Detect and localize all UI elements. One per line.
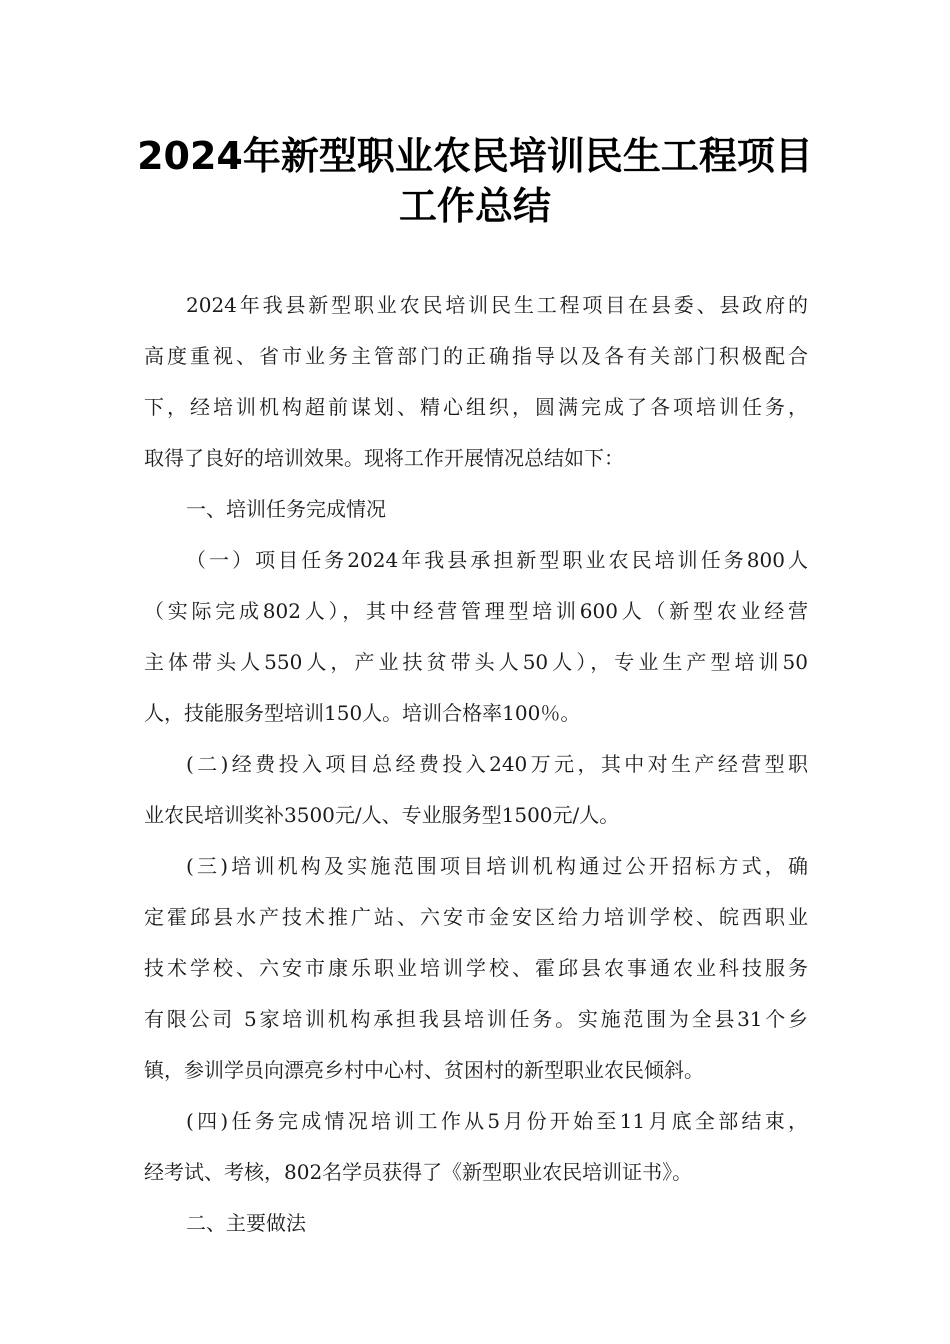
text-line: 业农民培训奖补3500元/人、专业服务型1500元/人。 <box>144 803 620 827</box>
text-line: (二)经费投入项目总经费投入240万元，其中对生产经营型职 <box>186 752 808 776</box>
section-heading: 二、主要做法 <box>186 1211 306 1235</box>
document-title-line-1: 2024年新型职业农民培训民生工程项目 <box>137 134 813 178</box>
text-line: 定霍邱县水产技术推广站、六安市金安区给力培训学校、皖西职业 <box>144 905 808 929</box>
section-heading: 一、培训任务完成情况 <box>186 497 386 521</box>
text-line: 有限公司 5家培训机构承担我县培训任务。实施范围为全县31个乡 <box>144 1007 808 1031</box>
text-line: 取得了良好的培训效果。现将工作开展情况总结如下： <box>144 446 624 470</box>
text-line: 高度重视、省市业务主管部门的正确指导以及各有关部门积极配合 <box>144 344 808 368</box>
text-line: 2024年我县新型职业农民培训民生工程项目在县委、县政府的 <box>186 293 808 317</box>
text-line: （实际完成802人），其中经营管理型培训600人（新型农业经营 <box>144 599 808 623</box>
text-line: 技术学校、六安市康乐职业培训学校、霍邱县农事通农业科技服务 <box>144 956 808 980</box>
text-line: (三)培训机构及实施范围项目培训机构通过公开招标方式，确 <box>186 854 808 878</box>
text-line: 人，技能服务型培训150人。培训合格率100％。 <box>144 701 581 725</box>
text-line: 下，经培训机构超前谋划、精心组织，圆满完成了各项培训任务， <box>144 395 808 419</box>
text-line: 主体带头人550人，产业扶贫带头人50人），专业生产型培训50 <box>144 650 808 674</box>
text-line: (四)任务完成情况培训工作从5月份开始至11月底全部结束， <box>186 1109 808 1133</box>
document-body <box>144 280 808 1249</box>
text-line: 镇，参训学员向漂亮乡村中心村、贫困村的新型职业农民倾斜。 <box>144 1058 704 1082</box>
document-title-line-2: 工作总结 <box>398 184 551 228</box>
text-line: 经考试、考核，802名学员获得了《新型职业农民培训证书》。 <box>144 1160 693 1184</box>
text-line: （一）项目任务2024年我县承担新型职业农民培训任务800人 <box>186 548 808 572</box>
